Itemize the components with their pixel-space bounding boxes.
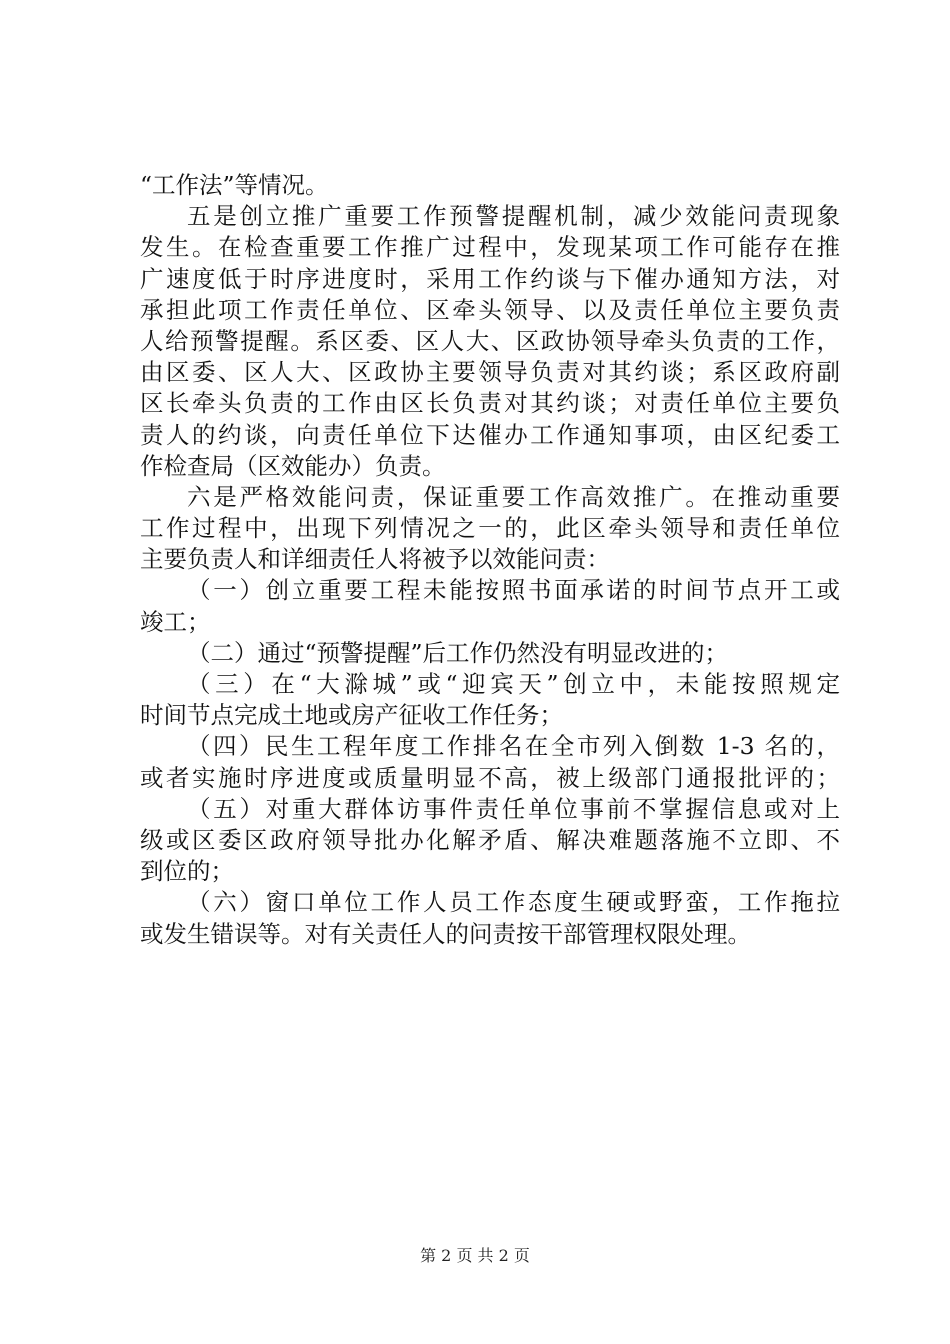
text-line: “工作法”等情况。 (140, 171, 329, 199)
text-line: 或者实施时序进度或质量明显不高，被上级部门通报批评的； (140, 763, 840, 792)
text-line: 作检查局（区效能办）负责。 (140, 451, 446, 480)
text-line: （四）民生工程年度工作排名在全市列入倒数 1-3 名的， (187, 732, 840, 761)
text-line: （二）通过“预警提醒”后工作仍然没有明显改进的； (187, 638, 729, 667)
text-line: 五是创立推广重要工作预警提醒机制，减少效能问责现象 (187, 202, 840, 231)
text-line: （一）创立重要工程未能按照书面承诺的时间节点开工或 (187, 576, 840, 605)
text-line: 广速度低于时序进度时，采用工作约谈与下催办通知方法，对 (140, 264, 840, 293)
text-line: 时间节点完成土地或房产征收工作任务； (140, 701, 563, 730)
text-line: 竣工； (140, 607, 211, 636)
text-line: 六是严格效能问责，保证重要工作高效推广。在推动重要 (187, 482, 840, 511)
text-line: （五）对重大群体访事件责任单位事前不掌握信息或对上 (187, 794, 840, 823)
text-line: 人给预警提醒。系区委、区人大、区政协领导牵头负责的工作， (140, 326, 840, 355)
text-line: 级或区委区政府领导批办化解矛盾、解决难题落施不立即、不 (140, 825, 840, 854)
text-line: 区长牵头负责的工作由区长负责对其约谈；对责任单位主要负 (140, 389, 840, 418)
text-line: 由区委、区人大、区政协主要领导负责对其约谈；系区政府副 (140, 358, 840, 387)
text-line: 到位的； (140, 857, 234, 886)
text-line: 承担此项工作责任单位、区牵头领导、以及责任单位主要负责 (140, 295, 840, 324)
text-line: 工作过程中，出现下列情况之一的，此区牵头领导和责任单位 (140, 514, 840, 543)
text-line: （六）窗口单位工作人员工作态度生硬或野蛮，工作拖拉 (187, 888, 840, 917)
document-body (140, 170, 840, 950)
text-line: 发生。在检查重要工作推广过程中，发现某项工作可能存在推 (140, 233, 840, 262)
text-line: 主要负责人和详细责任人将被予以效能问责： (140, 545, 610, 574)
text-line: 责人的约谈，向责任单位下达催办工作通知事项，由区纪委工 (140, 420, 840, 449)
text-line: 或发生错误等。对有关责任人的问责按干部管理权限处理。 (140, 919, 751, 948)
text-line: （三）在“大滁城”或“迎宾天”创立中，未能按照规定 (187, 670, 840, 698)
page-number-footer: 第 2 页 共 2 页 (420, 1246, 530, 1265)
